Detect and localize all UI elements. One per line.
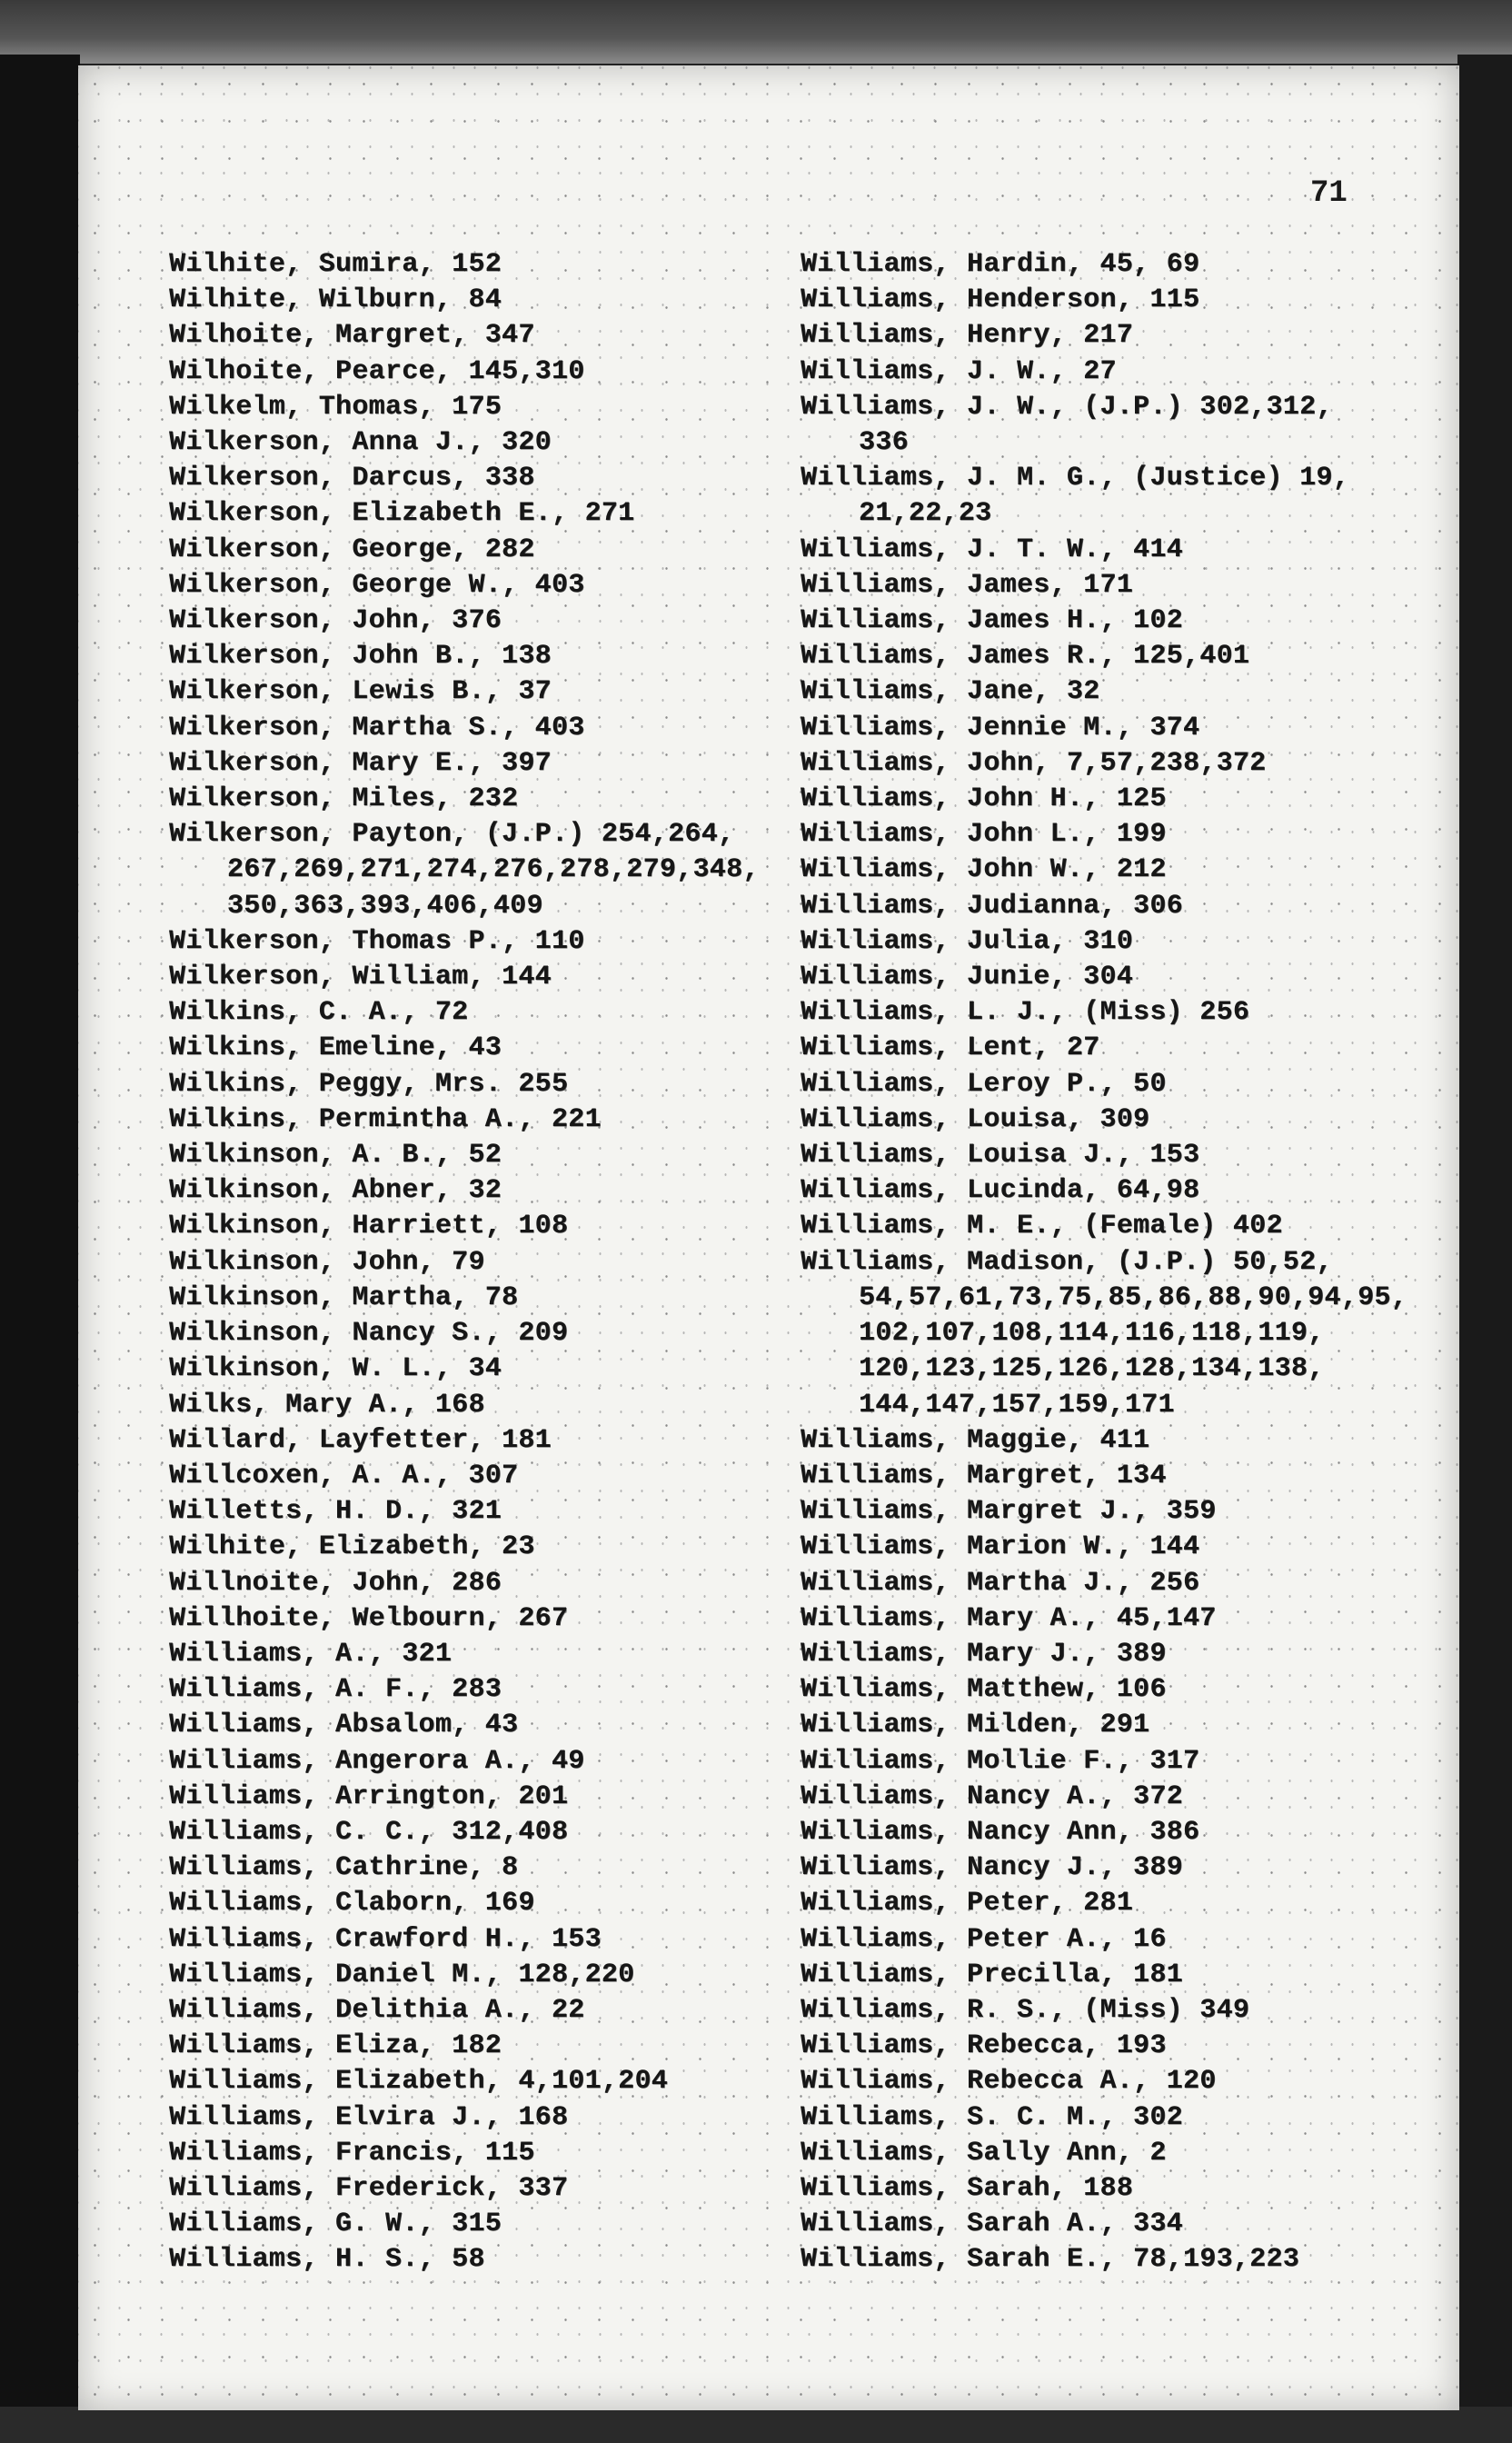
index-entry [169,1351,751,1387]
index-entry-text: Williams, G. W., 315 [169,2209,502,2240]
index-entry [169,425,751,461]
index-entry [169,2242,751,2278]
index-entry-text: Williams, C. C., 312,408 [169,1816,569,1848]
index-entry-text: Williams, Madison, (J.P.) 50,52, [801,1246,1333,1278]
index-entry-text: Wilhoite, Margret, 347 [169,320,535,352]
index-entry-continuation: 21,22,23 [859,498,992,530]
index-entry-text: Wilhite, Elizabeth, 23 [169,1531,535,1563]
index-entry [801,995,1437,1031]
index-entry-text: Williams, Leroy P., 50 [801,1068,1167,1100]
index-entry-text: Williams, Hardin, 45, 69 [801,249,1200,280]
index-entry [169,924,751,960]
index-entry-continuation: 350,363,393,406,409 [227,890,543,922]
index-entry-text: Wilkerson, William, 144 [169,962,552,993]
index-entry [801,568,1437,603]
index-entry-text: Wilkins, C. A., 72 [169,997,469,1029]
index-entry-text: Williams, Nancy A., 372 [801,1780,1183,1812]
index-entry [169,390,751,425]
index-entry-text: Williams, Daniel M., 128,220 [169,1959,635,1990]
index-entry-text: Williams, Margret, 134 [801,1460,1167,1491]
index-entry-text: Wilkerson, John B., 138 [169,641,552,673]
index-entry [801,533,1437,568]
index-entry-text: Williams, Junie, 304 [801,962,1134,993]
index-entry-text: Wilkinson, A. B., 52 [169,1140,502,1172]
index-entry-text: Williams, Matthew, 106 [801,1674,1167,1706]
index-entry-text: Williams, Henry, 217 [801,320,1134,352]
index-entry-text: Wilkerson, Darcus, 338 [169,463,535,494]
index-entry [169,995,751,1031]
index-entry [801,1494,1437,1530]
index-entry-text: Williams, Martha J., 256 [801,1567,1200,1599]
index-entry [801,1993,1437,2029]
index-entry-text: Wilkelm, Thomas, 175 [169,391,502,423]
index-entry-text: Williams, Judianna, 306 [801,890,1183,922]
index-entry-text: Williams, J. W., (J.P.) 302,312, [801,391,1333,423]
index-entry-text: Wilkerson, Anna J., 320 [169,427,552,459]
index-entry [169,2136,751,2171]
index-entry-text: Wilks, Mary A., 168 [169,1389,485,1421]
index-entry [169,1886,751,1921]
index-entry-text: Williams, Louisa J., 153 [801,1140,1200,1172]
index-entry [801,2242,1437,2278]
index-entry [801,1708,1437,1743]
index-column-right [801,247,1437,2278]
index-entry [801,603,1437,639]
index-entry [169,1173,751,1209]
index-entry [801,318,1437,354]
index-entry-text: Williams, J. W., 27 [801,355,1117,387]
index-entry [169,960,751,995]
index-entry [169,1566,751,1601]
index-entry [801,1886,1437,1921]
index-entry [801,1850,1437,1886]
index-entry [801,1744,1437,1780]
index-entry-text: Williams, Maggie, 411 [801,1424,1150,1456]
index-entry [169,461,751,496]
index-entry [801,1815,1437,1850]
index-entry-text: Williams, John H., 125 [801,783,1167,815]
index-entry [801,2171,1437,2207]
scan-left-edge [0,55,80,2443]
index-entry [801,1958,1437,1993]
index-entry [801,853,1437,888]
index-entry-text: Williams, James R., 125,401 [801,641,1250,673]
index-entry-text: Williams, R. S., (Miss) 349 [801,1994,1250,2026]
index-entry-text: Willhoite, Welbourn, 267 [169,1602,569,1634]
index-entry [801,1601,1437,1637]
index-entry [801,711,1437,746]
index-entry-text: Williams, Eliza, 182 [169,2030,502,2062]
index-entry [801,2207,1437,2242]
index-entry-text: Williams, Julia, 310 [801,925,1134,957]
index-entry [801,461,1437,532]
index-entry [169,711,751,746]
index-entry-text: Williams, S. C. M., 302 [801,2101,1183,2133]
index-entry-text: Wilkerson, Mary E., 397 [169,747,552,779]
index-entry [801,960,1437,995]
index-entry-text: Wilkerson, John, 376 [169,605,502,637]
index-entry [801,2100,1437,2136]
index-entry-text: Wilkins, Permintha A., 221 [169,1103,602,1135]
index-entry [801,1173,1437,1209]
index-entry-text: Williams, M. E., (Female) 402 [801,1211,1283,1242]
index-entry-text: Wilkerson, George W., 403 [169,569,585,601]
index-entry-continuation: 102,107,108,114,116,118,119, [859,1318,1325,1350]
index-entry [169,1922,751,1958]
index-entry [169,1993,751,2029]
index-entry-text: Williams, John W., 212 [801,854,1167,886]
index-entry-text: Wilkins, Peggy, Mrs. 255 [169,1068,569,1100]
index-entry-text: Williams, Margret J., 359 [801,1496,1217,1528]
index-entry [801,924,1437,960]
index-entry [169,1209,751,1244]
index-entry-text: Wilkerson, Lewis B., 37 [169,676,552,708]
index-entry [169,496,751,532]
index-entry-text: Williams, Frederick, 337 [169,2172,569,2204]
index-entry-text: Williams, Precilla, 181 [801,1959,1183,1990]
index-entry-text: Williams, Lucinda, 64,98 [801,1175,1200,1207]
index-entry [801,674,1437,710]
index-entry [801,354,1437,390]
index-entry-text: Wilkerson, Elizabeth E., 271 [169,498,635,530]
index-entry-continuation: 336 [859,427,909,459]
index-entry-text: Wilhoite, Pearce, 145,310 [169,355,585,387]
index-entry-text: Willcoxen, A. A., 307 [169,1460,519,1491]
index-entry [801,1102,1437,1138]
index-entry-text: Williams, Sally Ann, 2 [801,2137,1167,2169]
index-entry-text: Willard, Layfetter, 181 [169,1424,552,1456]
index-entry [801,1067,1437,1102]
index-entry [801,247,1437,283]
index-entry [801,782,1437,817]
index-entry [169,2207,751,2242]
index-entry [801,1566,1437,1601]
index-entry [801,1922,1437,1958]
index-entry [169,1102,751,1138]
index-entry [169,533,751,568]
index-entry-text: Williams, John, 7,57,238,372 [801,747,1267,779]
index-entry [801,817,1437,853]
index-entry-text: Williams, Mary A., 45,147 [801,1602,1217,1634]
index-page [78,65,1459,2410]
index-entry [169,1637,751,1672]
index-entry-text: Williams, James H., 102 [801,605,1183,637]
index-entry [801,283,1437,318]
index-entry [169,1245,751,1281]
index-entry [801,1459,1437,1494]
index-entry [169,1067,751,1102]
index-entry [169,2100,751,2136]
index-entry [169,1708,751,1743]
index-entry-text: Wilkerson, Martha S., 403 [169,712,585,743]
index-entry-text: Williams, Rebecca, 193 [801,2030,1167,2062]
index-entry-text: Williams, H. S., 58 [169,2244,485,2276]
index-entry [801,1530,1437,1565]
index-entry-text: Williams, Elvira J., 168 [169,2101,569,2133]
index-entry [169,746,751,782]
index-entry [169,1459,751,1494]
index-entry [169,318,751,354]
index-entry-continuation: 144,147,157,159,171 [859,1389,1175,1421]
index-entry [169,247,751,283]
index-entry-text: Williams, Nancy J., 389 [801,1852,1183,1884]
index-entry-text: Willnoite, John, 286 [169,1567,502,1599]
index-entry [801,1672,1437,1708]
index-entry [801,889,1437,924]
index-entry-text: Williams, Nancy Ann, 386 [801,1816,1200,1848]
index-entry-text: Williams, Lent, 27 [801,1032,1100,1064]
index-entry-text: Wilkinson, Nancy S., 209 [169,1318,569,1350]
index-entry [169,1281,751,1316]
scan-right-edge [1457,55,1512,2443]
index-entry-text: Williams, Marion W., 144 [801,1531,1200,1563]
index-entry [169,674,751,710]
index-entry [169,1530,751,1565]
index-entry [801,1031,1437,1066]
index-entry-text: Williams, James, 171 [801,569,1134,601]
index-entry-text: Wilkerson, George, 282 [169,533,535,565]
index-entry [801,1245,1437,1423]
index-entry-text: Williams, Cathrine, 8 [169,1852,519,1884]
index-entry-text: Williams, Angerora A., 49 [169,1745,585,1777]
index-entry [169,1388,751,1423]
index-entry [801,390,1437,461]
index-entry-text: Wilkinson, Martha, 78 [169,1281,519,1313]
index-entry [169,1031,751,1066]
index-entry [801,1780,1437,1815]
index-entry-text: Williams, Sarah E., 78,193,223 [801,2244,1300,2276]
index-entry [169,782,751,817]
index-entry-text: Wilhite, Sumira, 152 [169,249,502,280]
index-column-left [169,247,760,2278]
index-entry-text: Wilkinson, John, 79 [169,1246,485,1278]
index-entry [801,2029,1437,2064]
index-entry [169,1601,751,1637]
index-entry-text: Williams, Sarah A., 334 [801,2209,1183,2240]
index-entry [169,1850,751,1886]
index-entry [169,1672,751,1708]
index-entry [169,1780,751,1815]
index-entry-text: Williams, Jennie M., 374 [801,712,1200,743]
index-entry-text: Williams, Louisa, 309 [801,1103,1150,1135]
index-entry-text: Wilkinson, W. L., 34 [169,1353,502,1385]
index-entry-text: Wilkins, Emeline, 43 [169,1032,502,1064]
index-entry-text: Williams, Elizabeth, 4,101,204 [169,2066,669,2098]
index-entry [169,568,751,603]
index-entry [169,1958,751,1993]
index-entry-text: Williams, A. F., 283 [169,1674,502,1706]
index-entry-text: Wilhite, Wilburn, 84 [169,284,502,316]
index-entry-text: Wilkerson, Payton, (J.P.) 254,264, [169,819,735,851]
index-entry-text: Wilkerson, Thomas P., 110 [169,925,585,957]
index-entry-text: Williams, Francis, 115 [169,2137,535,2169]
index-entry-text: Williams, Mary J., 389 [801,1638,1167,1670]
index-entry-text: Williams, Mollie F., 317 [801,1745,1200,1777]
index-entry-text: Williams, Peter A., 16 [801,1923,1167,1955]
index-entry-text: Williams, Absalom, 43 [169,1710,519,1741]
index-entry [169,639,751,674]
index-entry [169,2064,751,2099]
index-entry [169,1423,751,1459]
index-entry [169,283,751,318]
index-entry-text: Williams, A., 321 [169,1638,453,1670]
index-entry-text: Wilkinson, Harriett, 108 [169,1211,569,1242]
index-entry [801,746,1437,782]
index-entry-text: Williams, Jane, 32 [801,676,1100,708]
index-entry [801,1637,1437,1672]
index-entry [169,354,751,390]
index-entry-text: Williams, J. M. G., (Justice) 19, [801,463,1349,494]
index-entry [169,1138,751,1173]
index-entry [169,2029,751,2064]
page-number: 71 [1310,176,1348,211]
index-entry-text: Williams, Henderson, 115 [801,284,1200,316]
index-entry [801,639,1437,674]
index-entry-text: Williams, Peter, 281 [801,1888,1134,1920]
index-entry [169,603,751,639]
index-entry [169,1815,751,1850]
index-entry [801,2064,1437,2099]
index-entry-text: Wilkinson, Abner, 32 [169,1175,502,1207]
index-entry-text: Wilkerson, Miles, 232 [169,783,519,815]
index-entry-text: Williams, Milden, 291 [801,1710,1150,1741]
scan-bottom-edge [0,2407,1512,2443]
index-entry-text: Williams, Crawford H., 153 [169,1923,602,1955]
index-entry-continuation: 267,269,271,274,276,278,279,348, [227,854,760,886]
index-entry [801,1209,1437,1244]
index-entry [801,1423,1437,1459]
scan-top-edge [0,0,1512,64]
index-entry [169,2171,751,2207]
index-entry-text: Williams, John L., 199 [801,819,1167,851]
index-entry-text: Williams, Delithia A., 22 [169,1994,585,2026]
index-entry [169,817,760,924]
index-entry-text: Williams, Rebecca A., 120 [801,2066,1217,2098]
index-entry [169,1316,751,1351]
index-entry [801,2136,1437,2171]
index-entry-continuation: 54,57,61,73,75,85,86,88,90,94,95, [859,1281,1408,1313]
index-entry [169,1744,751,1780]
index-entry [169,1494,751,1530]
index-entry-text: Williams, Sarah, 188 [801,2172,1134,2204]
index-entry-text: Williams, Claborn, 169 [169,1888,535,1920]
index-entry [801,1138,1437,1173]
index-entry-text: Williams, Arrington, 201 [169,1780,569,1812]
index-entry-text: Williams, L. J., (Miss) 256 [801,997,1250,1029]
index-entry-continuation: 120,123,125,126,128,134,138, [859,1353,1325,1385]
index-entry-text: Williams, J. T. W., 414 [801,533,1183,565]
index-entry-text: Willetts, H. D., 321 [169,1496,502,1528]
